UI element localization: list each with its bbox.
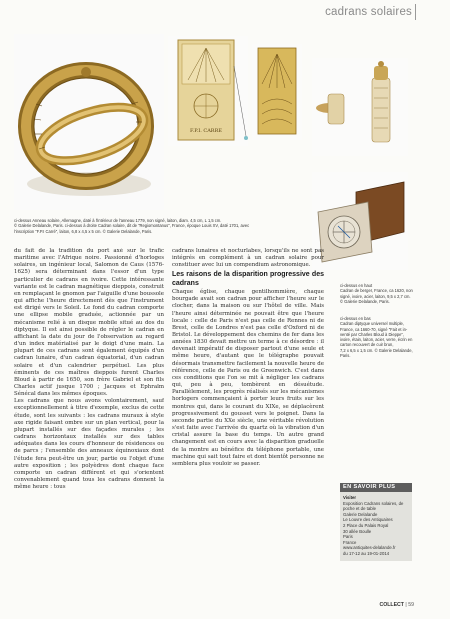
caption-line: ci-dessus en bas	[340, 316, 371, 321]
caption-line: carton recouvert de cuir brun,	[340, 342, 394, 348]
cylinder-sundial-photo	[312, 58, 408, 156]
right-caption-bottom	[340, 316, 414, 358]
info-line: 30 allée Boulle	[343, 528, 372, 534]
caption-line: © Galerie Delalande, Paris.	[340, 298, 390, 304]
main-caption	[14, 218, 310, 234]
engraving-label: F.P.I. CARRE	[190, 128, 222, 134]
section-title: cadrans solaires	[325, 6, 412, 18]
compass-diptych-icon	[312, 172, 408, 270]
cylinder-sundial-icon	[312, 58, 408, 156]
ivory-diptych-icon	[168, 36, 248, 146]
caption-line: signé, ivoire, acier, laiton, 9,5 x 2,7 cm.	[340, 293, 411, 299]
visit-label: Visiter	[343, 495, 357, 500]
info-box	[340, 483, 412, 561]
page-number: 59	[408, 602, 414, 608]
info-line: poche et de table	[343, 506, 376, 512]
article-paragraph: Les cadrans que nous avons volontairement, sauf exceptionnellement à titre d'exemple, exclus de cette étude, sont les suivants : les cadrans muraux à style axe rigide faisant ombre sur un plan vertical, pour la plupart installés sur des façades murales ; les cadrans horizontaux installés sur des tables adéquates dans les cours d'honneur de résidences ou de parcs ; l'ensemble des anneaux équinoxiaux dont l'étude fera peut-être un jour, partie ou l'objet d'une autre exposition ; les polyèdres dont chaque face comporte un cadran différent et qui s'orientent convenablement quand tous les cadrans donnent la même heure : tous	[14, 398, 164, 491]
brass-sundial-icon	[252, 44, 302, 140]
page-footer	[379, 602, 414, 608]
header-divider	[415, 4, 416, 20]
article-paragraph: du fait de la tradition du port axé sur le trafic maritime avec l'Afrique noire. Passionné d'horloges solaires, un ingénieur local, Salomon de Caus (1576-1625) sera déterminant dans l'essor d'un type particulier de cadrans en ivoire. Cette intéressante variante est le cadran magnétique dieppois, construit en remplaçant le gnomon par l'aiguille d'une boussole qui affiche l'heure directement dès que l'instrument est dirigé vers le Soleil. Le fond du cadran comporte une ellipse mobile graduée, actionnée par un mécanisme relié à un disque mobile situé au dos du diptyque. Il est ainsi possible de régler le cadran en affichant la date du jour de l'observation au regard d'un index matérialisé par le doigt d'une main. La plupart de ces cadrans sont également équipés d'un cadran lunaire, d'un cadran équatorial, d'un cadran solaire et d'un calendrier perpétuel. Les plus éminents de ces maîtres dieppois furent Charles Bloud à partir de 1650, son frère Gabriel et son fils Charles actif jusque 1700 ; Jacques et Ephraïm Sénécal dans les mêmes époques.	[14, 248, 164, 398]
info-line: 2 Place du Palais Royal	[343, 522, 389, 528]
caption-line: ci-dessus Anneau solaire, Allemagne, daté à l'intérieur de l'anneau 1779, non signé, laiton, diam. 4,5 cm, L 1,5 cm.	[14, 218, 222, 223]
article-paragraph: cadrans lunaires et nocturlabes, lorsqu'ils ne sont pas intégrés en complément à un cadran solaire pour constituer avec lui un compendium astronomique.	[172, 248, 324, 269]
caption-line: Cadran diptyque universel multiple,	[340, 321, 404, 327]
caption-line: Cadran de berger, France, ca 1620, non	[340, 288, 413, 294]
info-line: Exposition Cadrans solaires, de	[343, 500, 404, 506]
ring-sundial-photo	[14, 34, 164, 210]
magazine-brand: COLLECT	[379, 602, 404, 608]
caption-line: 7,2 x 6,5 x 1,5 cm. © Galerie Delalande,	[340, 347, 413, 353]
article-column-2	[172, 248, 324, 596]
compass-diptych-photo	[312, 172, 408, 270]
caption-line: Paris.	[340, 353, 351, 359]
caption-line: ci-dessus en haut	[340, 283, 373, 288]
info-line: Galerie Delalande	[343, 511, 378, 517]
section-heading: Les raisons de la disparition progressive des cadrans	[172, 271, 324, 287]
info-line: Paris	[343, 534, 353, 540]
brass-sundial-photo	[252, 44, 302, 140]
caption-line: France, ca 1660-70, signé "Fait et in-	[340, 326, 408, 332]
caption-line: l'inscription "F.P.I Carré", laiton, 6,8 x 4,5 x 5 cm. © Galerie Delalande, Paris.	[14, 228, 153, 234]
info-box-title: EN SAVOIR PLUS	[340, 483, 412, 492]
website-link[interactable]: www.antiquites-delalande.fr	[343, 545, 396, 551]
ivory-diptych-photo	[168, 36, 248, 146]
caption-line: © Galerie Delalande, Paris. ci-dessus à droite Cadran solaire, dit de "Regiomontanus", France, époque Louis XV, daté 1701, avec	[14, 223, 250, 229]
info-line: du 17-12 au 19-01-2014	[343, 550, 390, 556]
info-box-body	[340, 492, 412, 561]
ring-sundial-icon	[14, 34, 164, 210]
article-column-1	[14, 248, 164, 584]
right-caption-top	[340, 283, 414, 304]
caption-line: venté par Charles Bloud à Dieppe",	[340, 331, 405, 337]
caption-line: ivoire, étain, laiton, acier, verre, écrin en	[340, 337, 413, 343]
article-paragraph: Chaque église, chaque gentilhommière, chaque bourgade avait son cadran pour afficher l'heure sur le clocher, dans la maison ou sur l'hôtel de ville. Mais l'heure ainsi déterminée ne pouvait être que l'heure locale : celle de Paris n'est pas celle de Rennes ni de Brest, celle de Londres n'est pas celle d'Oxford ni de Bristol. Le développement des chemins de fer dans les années 1830 devait mettre un terme à ce désordre : il devenait impératif de disposer partout d'une seule et même heure, d'autant que le télégraphe pouvait désormais transmettre facilement la nouvelle heure de référence, celle de Paris ou de Greenwich. C'est dans ces conditions que l'on se mit à négliger les cadrans qui, peu à peu, tombèrent en désuétude. Parallèlement, les progrès réalisés sur les mécanismes horlogers commençaient à porter leurs fruits sur les montres qui, dans le courant du XIXe, se déplacèrent progressivement du gousset vers le poignet. Dans la seconde partie du XXe siècle, une véritable révolution s'est faite avec l'arrivée du quartz où la vibration d'un cristal assure la base du temps. Un autre grand changement est en cours avec la disparition graduelle de la montre au bénéfice du téléphone portable, une machine qui sait tout faire et dont bientôt personne ne semblera plus vouloir se passer.	[172, 289, 324, 467]
info-line: France	[343, 539, 357, 545]
footer-separator: |	[405, 602, 409, 608]
info-line: Le Louvre des Antiquaires	[343, 517, 393, 523]
